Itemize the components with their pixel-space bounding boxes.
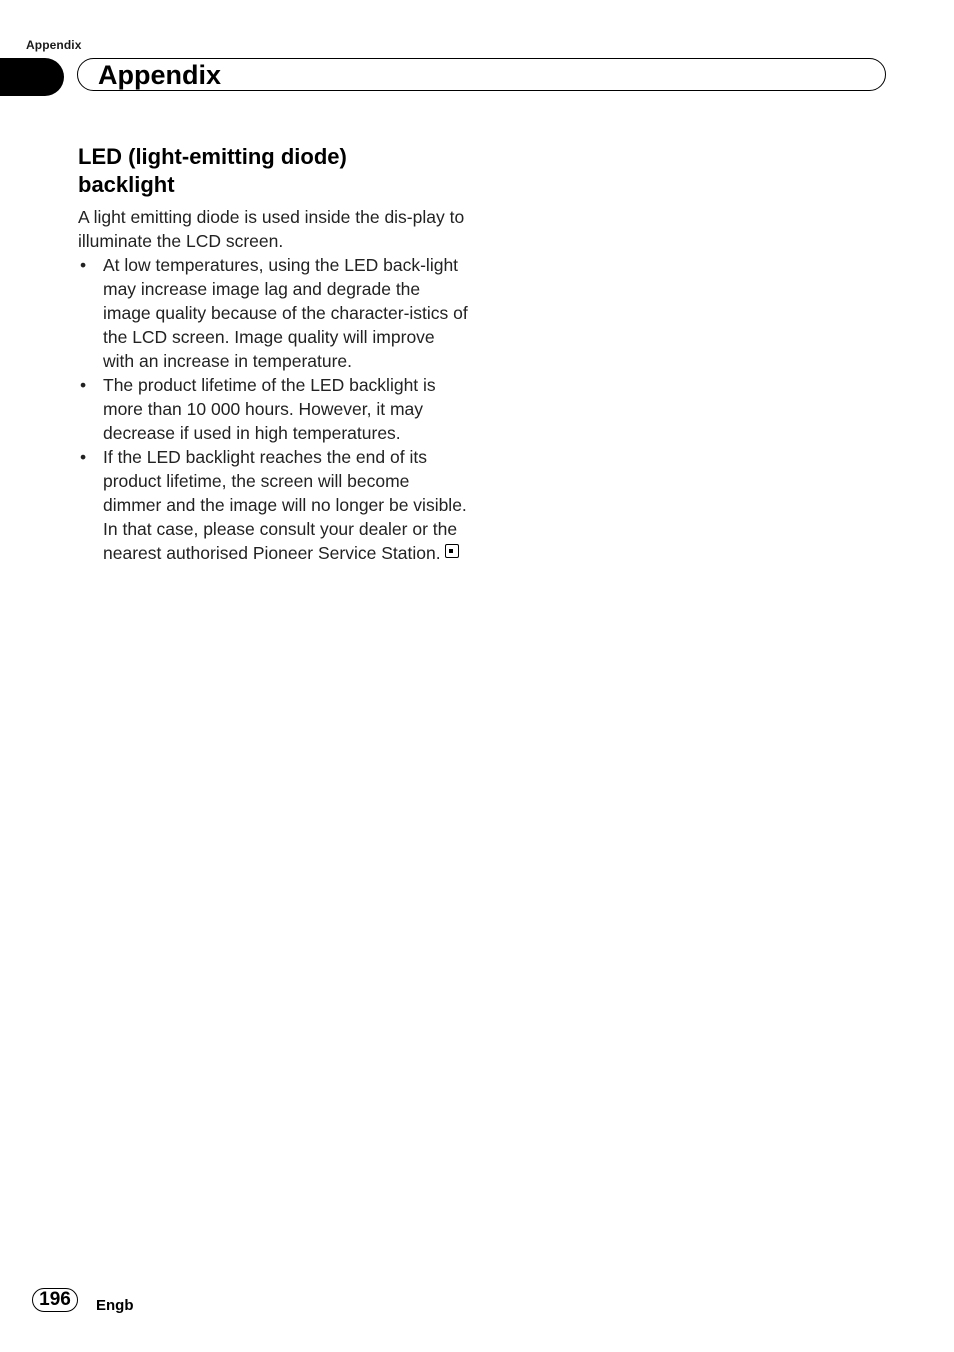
list-item [78, 373, 468, 445]
language-code: Engb [96, 1297, 134, 1314]
list-item-text: The product lifetime of the LED backlight is more than 10 000 hours. However, it may decrease if used in high temperatures. [103, 375, 436, 443]
bullet-icon: • [80, 375, 87, 395]
end-of-section-icon [445, 544, 459, 558]
bullet-icon: • [80, 255, 87, 275]
list-item [78, 253, 468, 373]
running-header: Appendix [26, 38, 82, 52]
chapter-title: Appendix [98, 60, 222, 90]
bullet-list [78, 253, 468, 565]
main-content [78, 143, 468, 565]
page-number: 196 [32, 1288, 78, 1312]
list-item-text: At low temperatures, using the LED back-light may increase image lag and degrade the image quality because of the character-istics of the LCD screen. Image quality will improve with an increase in temperature. [103, 255, 468, 371]
list-item [78, 445, 468, 565]
bullet-icon: • [80, 447, 87, 467]
intro-paragraph: A light emitting diode is used inside the dis-play to illuminate the LCD screen. [78, 207, 465, 251]
section-heading-line-1: LED (light-emitting diode) [78, 144, 347, 169]
section-heading [78, 143, 468, 199]
list-item-text: If the LED backlight reaches the end of its product lifetime, the screen will become dimmer and the image will no longer be visible. In that case, please consult your dealer or the nearest authorised Pioneer Service Station. [103, 447, 467, 563]
section-heading-line-2: backlight [78, 172, 175, 197]
chapter-tab [0, 58, 64, 96]
